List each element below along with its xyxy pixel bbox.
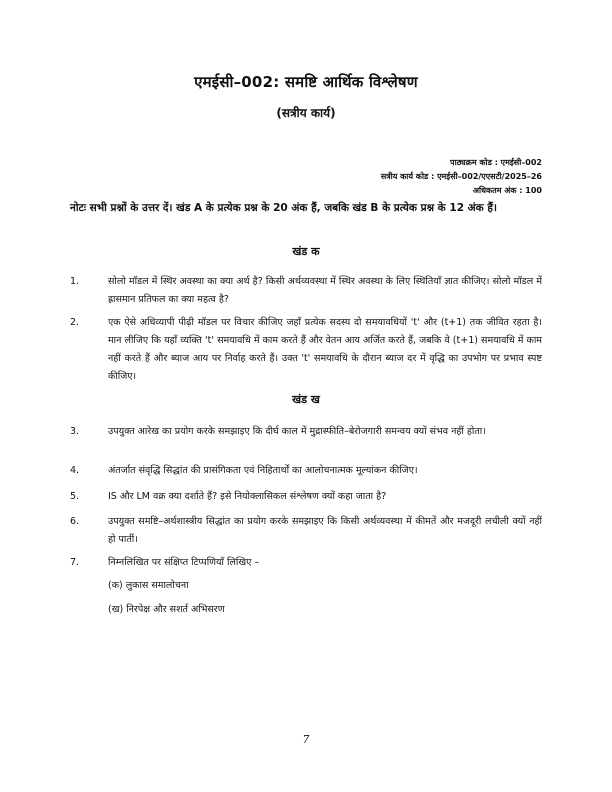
question-text: IS और LM वक्र क्या दर्शाते हैं? इसे नियोक्लासिकल संश्लेषण क्यों कहा जाता है?: [108, 491, 387, 502]
question-text: एक ऐसे अधिव्यापी पीढ़ी मॉडल पर विचार कीजिए जहाँ प्रत्येक सदस्य दो समयावधियों 't' और (t+1) तक जीवित रहता है। मान लीजिए कि यहाँ व्यक्ति 't' समयावधि में काम करते हैं और वेतन आय अर्जित करते हैं, जबकि वे (t+1) समयावधि में काम नहीं करते हैं और ब्याज आय पर निर्वाह करते हैं। उक्त 't' समयावधि के दौरान ब्याज दर में वृद्धि का उपभोग पर प्रभाव स्पष्ट कीजिए।: [108, 317, 542, 382]
question-number: 2.: [70, 317, 80, 328]
question-4: [70, 462, 542, 480]
question-text: उपयुक्त आरेख का प्रयोग करके समझाइए कि दीर्घ काल में मुद्रास्फीति–बेरोजगारी समन्वय क्यों संभव नहीं होता।: [108, 426, 486, 437]
course-meta-block: [381, 156, 542, 198]
question-text: उपयुक्त समष्टि–अर्थशास्त्रीय सिद्धांत का प्रयोग करके समझाइए कि किसी अर्थव्यवस्था में कीमतें और मजदूरी लचीली क्यों नहीं हो पातीं।: [108, 516, 542, 545]
max-marks: अधिकतम अंक : 100: [472, 186, 542, 195]
question-text: सोलो मॉडल में स्थिर अवस्था का क्या अर्थ है? किसी अर्थव्यवस्था में स्थिर अवस्था के लिए स्थितियाँ ज्ञात कीजिए। सोलो मॉडल में ह्रासमान प्रतिफल का क्या महत्व है?: [108, 276, 542, 305]
instructions-note: नोटः सभी प्रश्नों के उत्तर दें। खंड A के प्रत्येक प्रश्न के 20 अंक हैं, जबकि खंड B के प्रत्येक प्रश्न के 12 अंक हैं।: [70, 202, 497, 214]
question-3: [70, 423, 542, 441]
question-2: [70, 314, 542, 386]
question-5: [70, 488, 542, 506]
question-number: 5.: [70, 491, 80, 502]
document-title: एमईसी–002: समष्टि आर्थिक विश्लेषण: [194, 73, 418, 91]
question-number: 3.: [70, 426, 80, 437]
course-code: पाठ्यक्रम कोड : एमईसी–002: [450, 158, 542, 167]
question-number: 1.: [70, 276, 80, 287]
section-a-heading: खंड क: [292, 245, 320, 258]
question-6: [70, 513, 542, 549]
document-subtitle: (सत्रीय कार्य): [276, 106, 336, 120]
question-number: 4.: [70, 465, 80, 476]
question-number: 6.: [70, 516, 80, 527]
section-b-heading: खंड ख: [292, 393, 320, 406]
question-text: अंतर्जात संवृद्धि सिद्धांत की प्रासंगिकता एवं निहितार्थों का आलोचनात्मक मूल्यांकन कीजिए।: [108, 465, 418, 476]
question-1: [70, 273, 542, 309]
sub-item-b: (ख) निरपेक्ष और सशर्त अभिसरण: [108, 604, 225, 615]
sub-item-a: (क) लुकास समालोचना: [108, 580, 189, 591]
page-number: 7: [302, 733, 310, 746]
question-text: निम्नलिखित पर संक्षिप्त टिप्पणियाँ लिखिए –: [108, 557, 260, 568]
assignment-code: सत्रीय कार्य कोड : एमईसी–002/एएसटी/2025–26: [380, 172, 542, 181]
question-number: 7.: [70, 557, 80, 568]
question-7: [70, 554, 542, 572]
